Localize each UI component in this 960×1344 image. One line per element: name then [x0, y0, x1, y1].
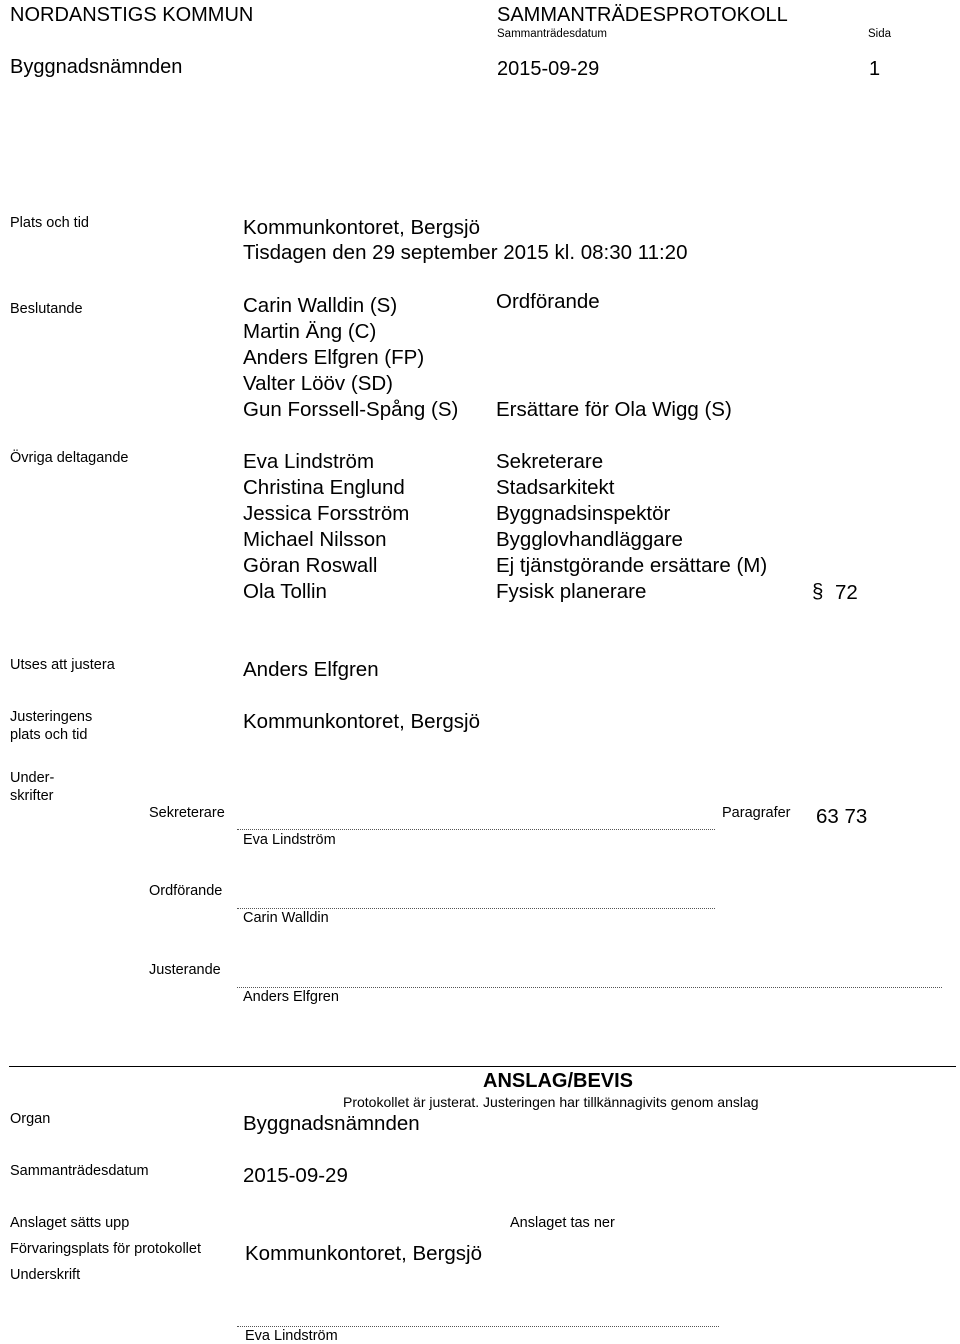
page-number: 1	[869, 58, 881, 80]
deciding-member-name: Anders Elfgren (FP)	[243, 346, 425, 369]
adjuster-signature-line	[237, 987, 942, 988]
paragraphs-label: Paragrafer	[722, 805, 791, 821]
secretary-signature-line	[237, 829, 715, 830]
committee-name: Byggnadsnämnden	[10, 56, 183, 78]
signatures-label: Under-	[10, 770, 55, 786]
secretary-label: Sekreterare	[149, 805, 225, 821]
participant-name: Jessica Forsström	[243, 502, 410, 525]
participant-role: Stadsarkitekt	[496, 476, 615, 499]
notice-divider	[9, 1066, 956, 1067]
organization-name: NORDANSTIGS KOMMUN	[10, 4, 254, 26]
notice-statement: Protokollet är justerat. Justeringen har tillkännagivits genom anslag	[343, 1094, 759, 1110]
notice-date: 2015-09-29	[243, 1164, 348, 1187]
paragraphs-range: 63 73	[816, 805, 868, 828]
adjuster-appointed-label: Utses att justera	[10, 657, 115, 673]
signatures-label: skrifter	[10, 788, 54, 804]
deciding-member-name: Valter Lööv (SD)	[243, 372, 394, 395]
notice-title: ANSLAG/BEVIS	[483, 1070, 634, 1092]
meeting-time: Tisdagen den 29 september 2015 kl. 08:30 11:20	[243, 241, 688, 264]
chair-label: Ordförande	[149, 883, 223, 899]
deciding-member-name: Gun Forssell-Spång (S)	[243, 398, 459, 421]
chair-name: Carin Walldin	[243, 910, 329, 926]
deciding-member-name: Martin Äng (C)	[243, 320, 377, 343]
participant-name: Christina Englund	[243, 476, 405, 499]
section-reference: 72	[835, 581, 858, 604]
document-type: SAMMANTRÄDESPROTOKOLL	[497, 4, 788, 26]
meeting-place: Kommunkontoret, Bergsjö	[243, 216, 481, 239]
section-sign-icon: §	[812, 580, 824, 603]
removed-label: Anslaget tas ner	[510, 1215, 615, 1231]
adjuster-name: Anders Elfgren	[243, 989, 339, 1005]
participant-name: Göran Roswall	[243, 554, 378, 577]
chair-signature-line	[237, 908, 715, 909]
adjust-place-label: Justeringens	[10, 709, 93, 725]
deciding-label: Beslutande	[10, 301, 83, 317]
participant-role: Bygglovhandläggare	[496, 528, 683, 551]
adjust-place: Kommunkontoret, Bergsjö	[243, 710, 481, 733]
notice-date-label: Sammanträdesdatum	[10, 1163, 149, 1179]
others-label: Övriga deltagande	[10, 450, 129, 466]
participant-role: Ej tjänstgörande ersättare (M)	[496, 554, 768, 577]
storage-label: Förvaringsplats för protokollet	[10, 1241, 201, 1257]
adjuster-appointed: Anders Elfgren	[243, 658, 379, 681]
meeting-date-caption: Sammanträdesdatum	[497, 28, 607, 40]
deciding-member-name: Carin Walldin (S)	[243, 294, 398, 317]
storage-place: Kommunkontoret, Bergsjö	[245, 1242, 483, 1265]
participant-role: Byggnadsinspektör	[496, 502, 671, 525]
participant-role: Fysisk planerare	[496, 580, 647, 603]
posted-label: Anslaget sätts upp	[10, 1215, 130, 1231]
notice-signature-line	[237, 1326, 719, 1327]
page-caption: Sida	[868, 28, 892, 40]
meeting-date: 2015-09-29	[497, 58, 600, 80]
deciding-member-role: Ersättare för Ola Wigg (S)	[496, 398, 732, 421]
organ-value: Byggnadsnämnden	[243, 1112, 420, 1135]
participant-role: Sekreterare	[496, 450, 604, 473]
secretary-name: Eva Lindström	[243, 832, 336, 848]
deciding-member-role: Ordförande	[496, 290, 600, 313]
participant-name: Michael Nilsson	[243, 528, 387, 551]
participant-name: Ola Tollin	[243, 580, 327, 603]
place-time-label: Plats och tid	[10, 215, 89, 231]
participant-name: Eva Lindström	[243, 450, 375, 473]
organ-label: Organ	[10, 1111, 51, 1127]
notice-signer: Eva Lindström	[245, 1328, 338, 1344]
adjust-place-label: plats och tid	[10, 727, 88, 743]
adjuster-label: Justerande	[149, 962, 221, 978]
signature-label: Underskrift	[10, 1267, 81, 1283]
